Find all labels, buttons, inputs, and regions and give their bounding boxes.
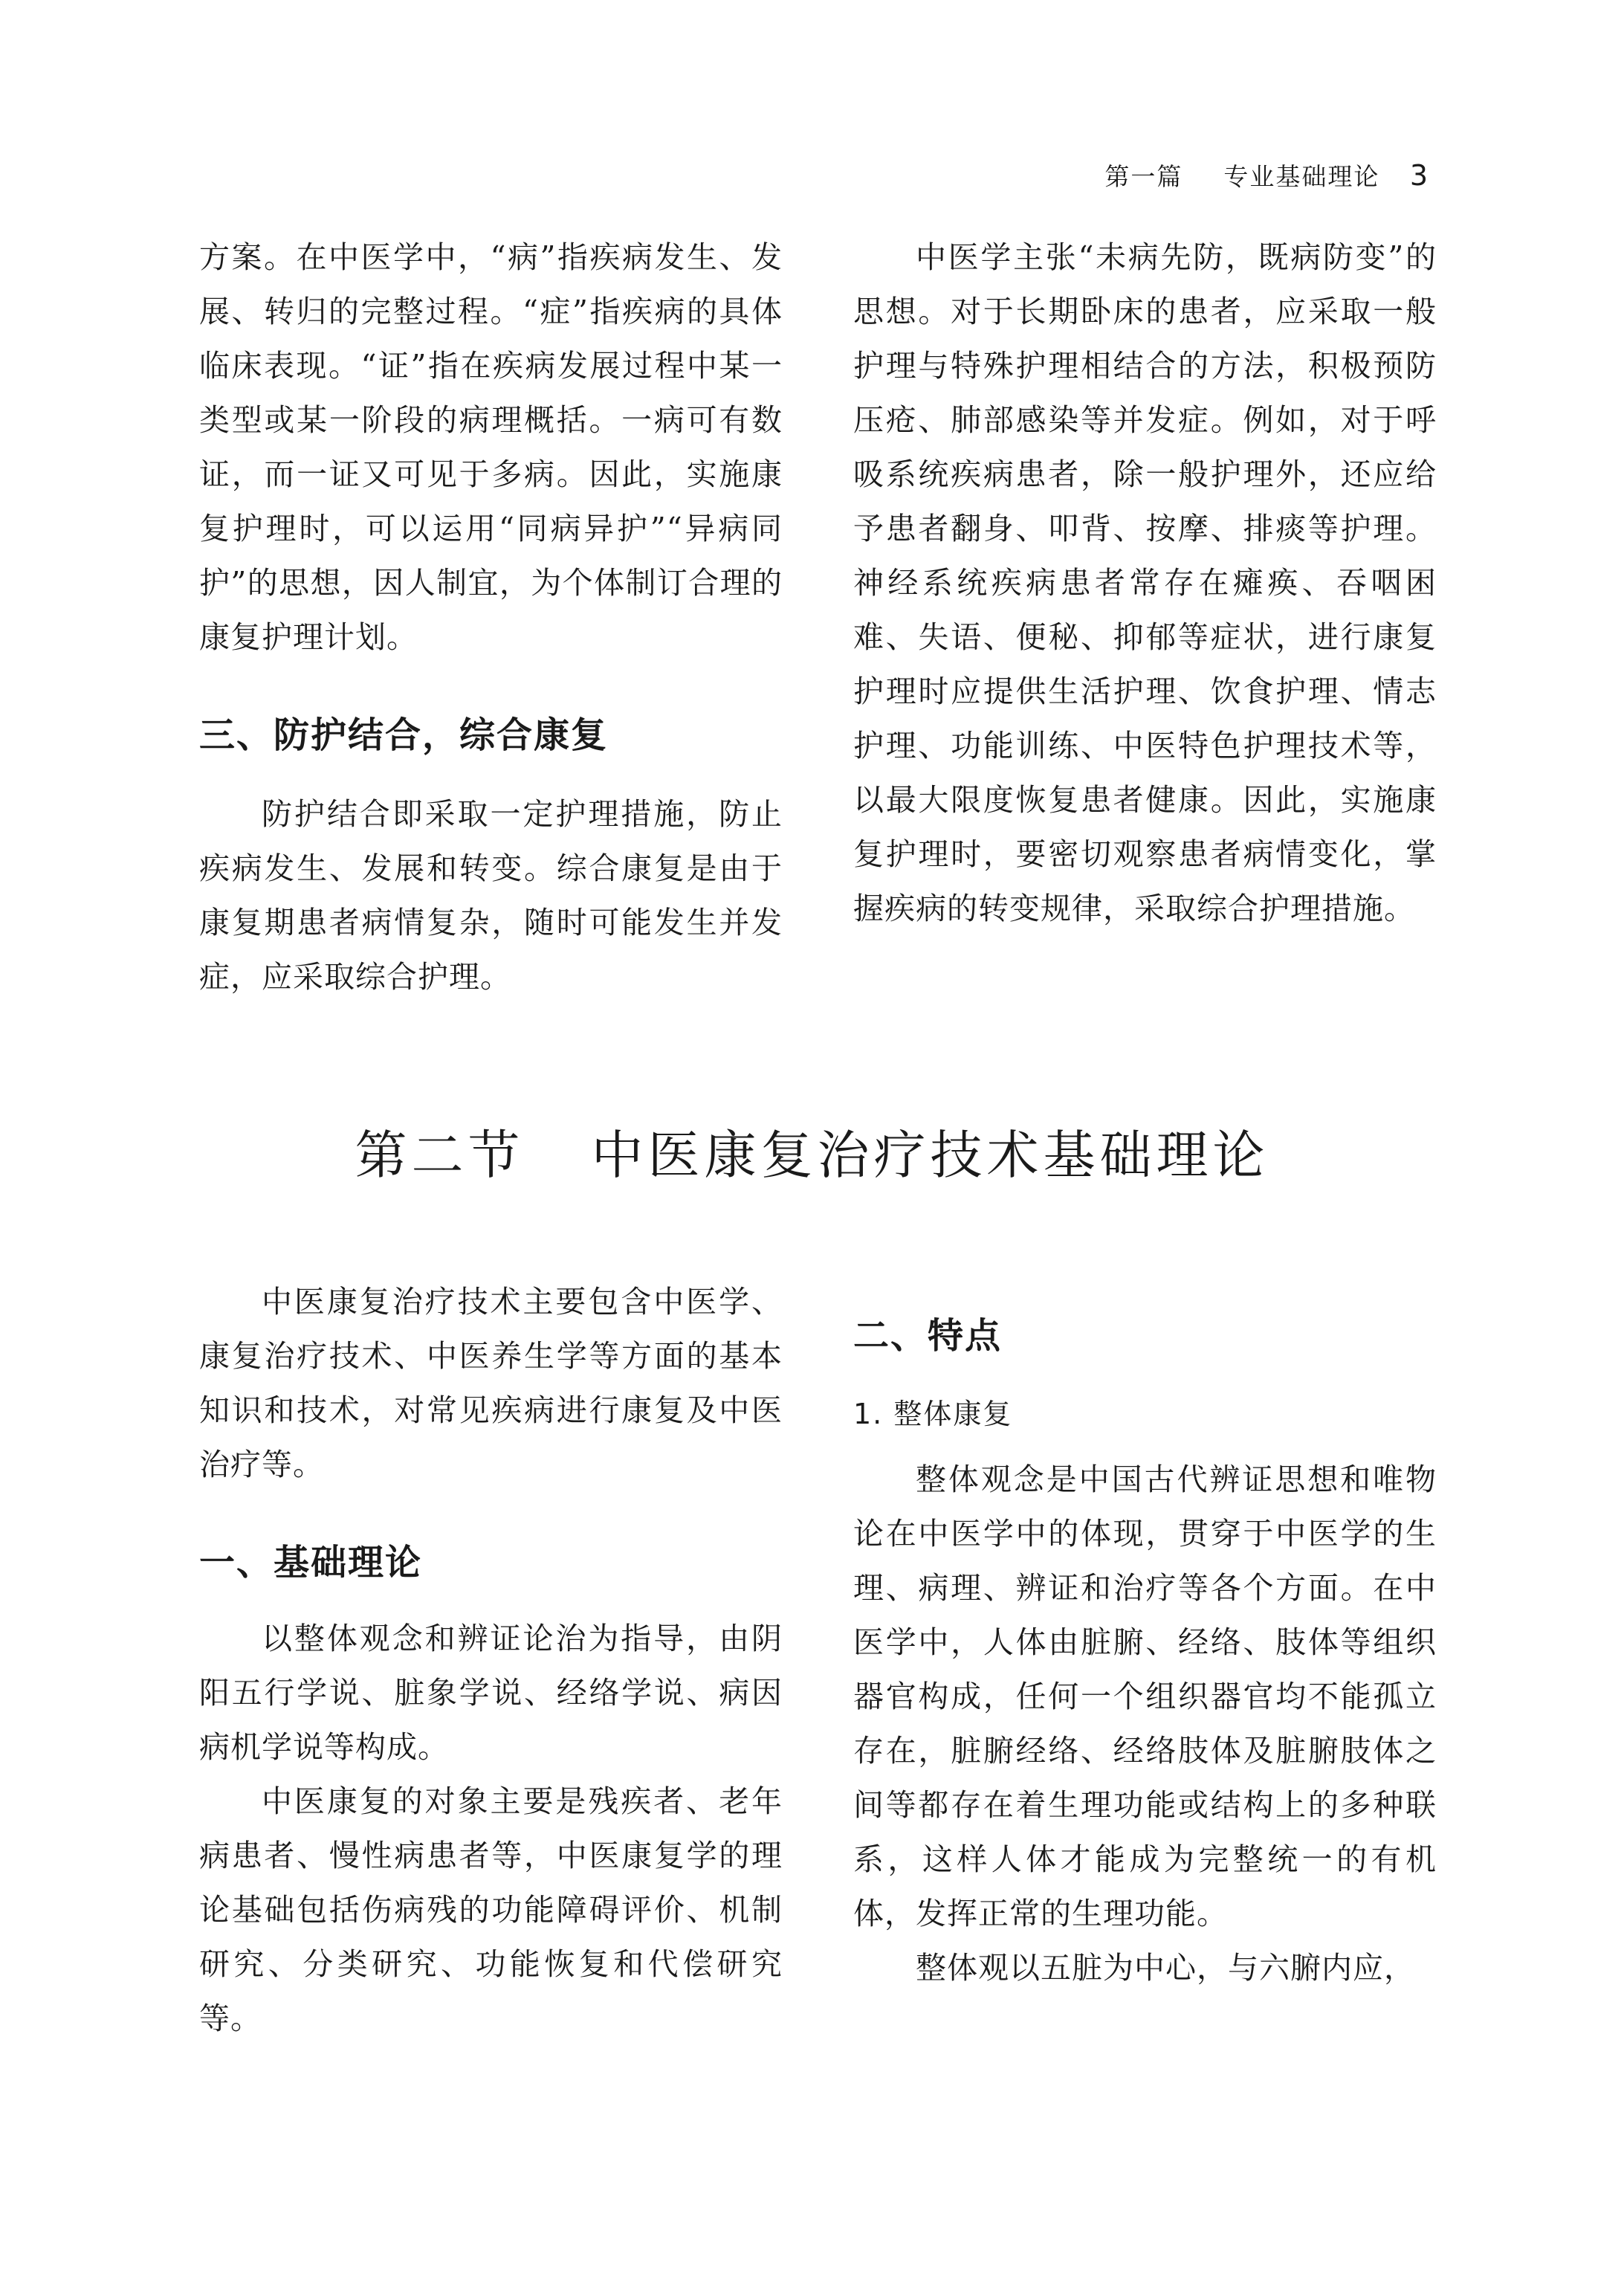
subsection-heading-2: 二、特点: [853, 1315, 1003, 1357]
paragraph: 方案。在中医学中，“病”指疾病发生、发展、转归的完整过程。“症”指疾病的具体临床表现。“证”指在疾病发展过程中某一类型或某一阶段的病理概括。一病可有数证，而一证又可见于多病。因此，实施康复护理时，可以运用“同病异护”“异病同护”的思想，因人制宜，为个体制订合理的康复护理计划。: [199, 239, 783, 655]
bottom-left-column: [199, 1275, 783, 2046]
page-number: 3: [1409, 159, 1429, 192]
paragraph: 整体观念是中国古代辨证思想和唯物论在中医学中的体现，贯穿于中医学的生理、病理、辨证和治疗等各个方面。在中医学中，人体由脏腑、经络、肢体等组织器官构成，任何一个组织器官均不能孤立存在，脏腑经络、经络肢体及脏腑肢体之间等都存在着生理功能或结构上的多种联系，这样人体才能成为完整统一的有机体，发挥正常的生理功能。: [853, 1462, 1437, 1931]
paragraph: 中医康复的对象主要是残疾者、老年病患者、慢性病患者等，中医康复学的理论基础包括伤病残的功能障碍评价、机制研究、分类研究、功能恢复和代偿研究等。: [199, 1783, 783, 2036]
top-right-column: [853, 230, 1437, 936]
running-header: [1104, 158, 1429, 193]
section-number: 第二节: [355, 1125, 525, 1186]
subsection-heading-1: 一、基础理论: [199, 1542, 423, 1583]
sub-subheading: 1. 整体康复: [853, 1398, 1013, 1430]
paragraph: 中医康复治疗技术主要包含中医学、康复治疗技术、中医养生学等方面的基本知识和技术，对常见疾病进行康复及中医治疗等。: [199, 1284, 783, 1482]
subsection-heading-3: 三、防护结合，综合康复: [199, 714, 609, 756]
section-heading: 中医康复治疗技术基础理论: [591, 1125, 1269, 1186]
paragraph: 防护结合即采取一定护理措施，防止疾病发生、发展和转变。综合康复是由于康复期患者病情复杂，随时可能发生并发症，应采取综合护理。: [199, 796, 783, 995]
paragraph: 整体观以五脏为中心，与六腑内应，: [916, 1950, 1415, 1986]
section-title: [0, 1114, 1624, 1189]
bottom-right-column: [853, 1307, 1437, 1995]
top-left-column: [199, 230, 783, 1004]
paragraph: 以整体观念和辨证论治为指导，由阴阳五行学说、脏象学说、经络学说、病因病机学说等构成。: [199, 1621, 783, 1765]
paragraph: 中医学主张“未病先防，既病防变”的思想。对于长期卧床的患者，应采取一般护理与特殊护理相结合的方法，积极预防压疮、肺部感染等并发症。例如，对于呼吸系统疾病患者，除一般护理外，还应给予患者翻身、叩背、按摩、排痰等护理。神经系统疾病患者常存在瘫痪、吞咽困难、失语、便秘、抑郁等症状，进行康复护理时应提供生活护理、饮食护理、情志护理、功能训练、中医特色护理技术等，以最大限度恢复患者健康。因此，实施康复护理时，要密切观察患者病情变化，掌握疾病的转变规律，采取综合护理措施。: [853, 239, 1437, 926]
part-title: 专业基础理论: [1223, 162, 1380, 191]
part-label: 第一篇: [1104, 162, 1183, 191]
